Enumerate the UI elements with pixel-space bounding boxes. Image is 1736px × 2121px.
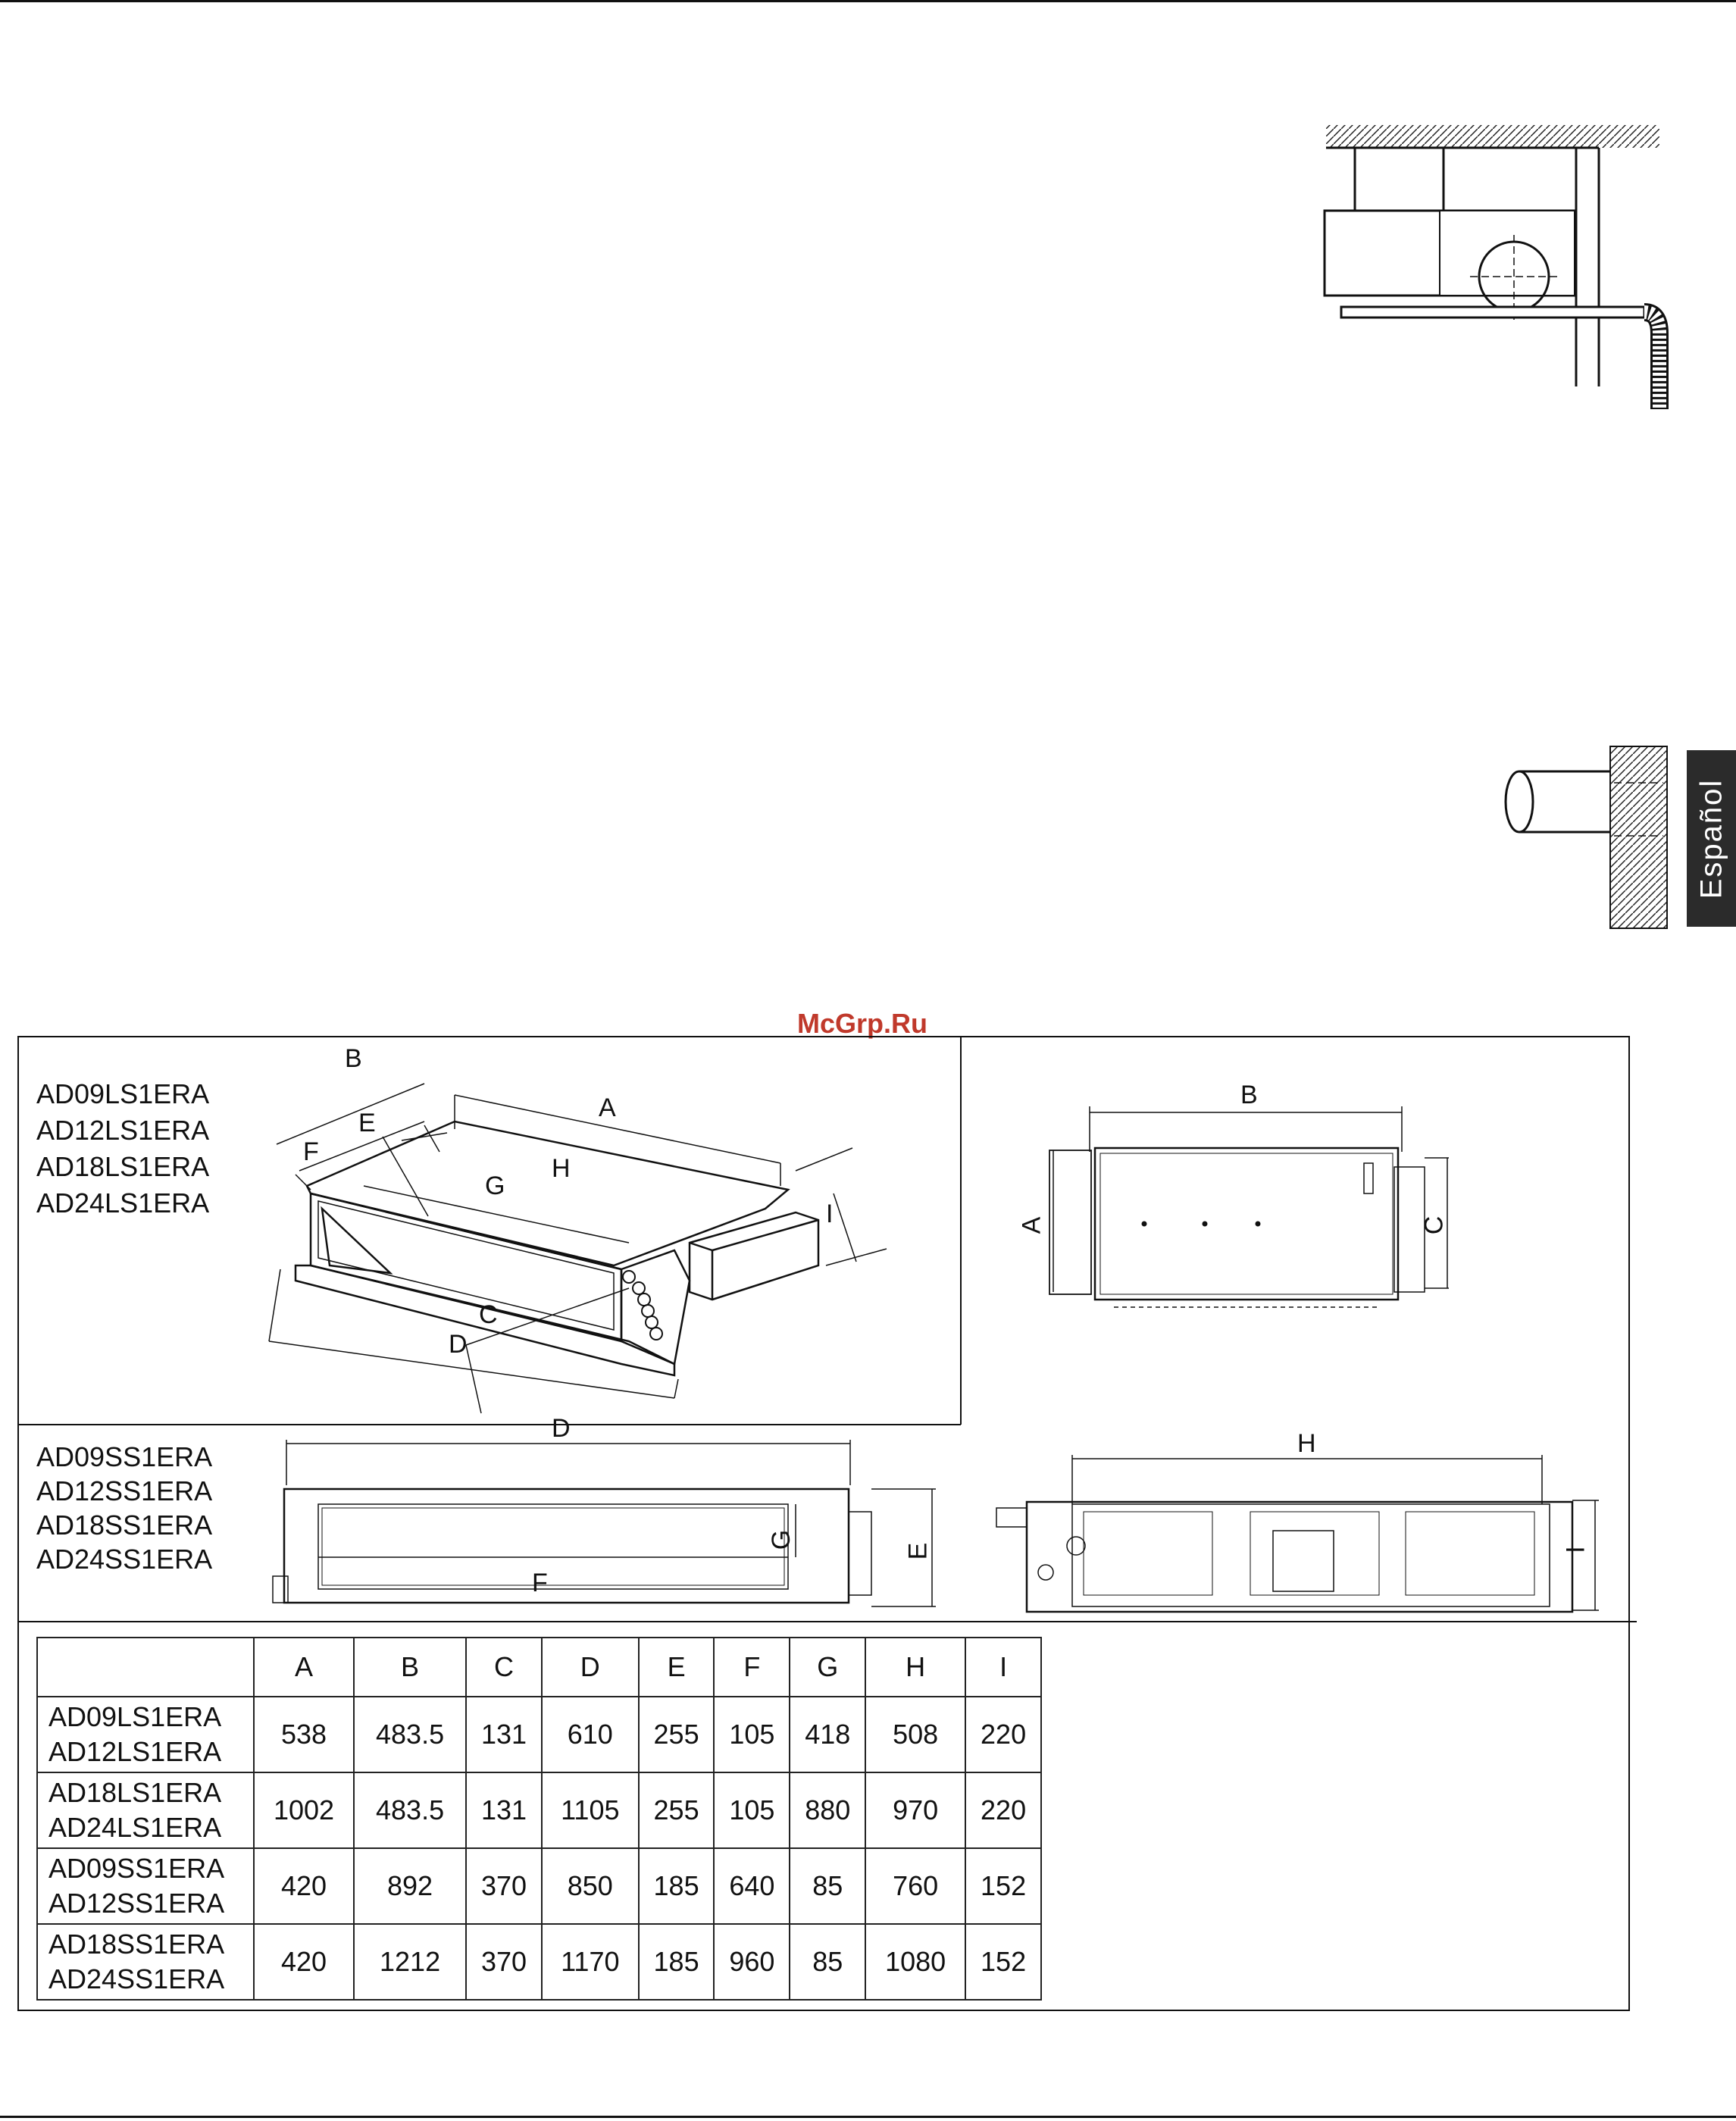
top-view-label-c: C (1419, 1215, 1449, 1235)
table-model-cell (37, 1848, 254, 1924)
model-name: AD18SS1ERA (48, 1929, 225, 1960)
table-cell: 1002 (254, 1772, 354, 1848)
table-cell: 105 (714, 1697, 790, 1772)
model-name: AD12SS1ERA (36, 1475, 213, 1506)
table-cell: 418 (790, 1697, 865, 1772)
table-header-row (37, 1638, 1041, 1697)
model-name: AD24SS1ERA (36, 1544, 213, 1575)
table-model-cell (37, 1924, 254, 2000)
table-cell: 850 (542, 1848, 639, 1924)
table-header-cell: C (466, 1638, 542, 1697)
model-name: AD09LS1ERA (48, 1701, 222, 1732)
model-name: AD18SS1ERA (36, 1509, 213, 1541)
table-cell: 220 (965, 1697, 1041, 1772)
table-cell: 1105 (542, 1772, 639, 1848)
table-cell: 185 (639, 1848, 715, 1924)
table-cell: 152 (965, 1848, 1041, 1924)
language-tab-label: Español (1694, 778, 1728, 899)
table-header-cell: E (639, 1638, 715, 1697)
table-row (37, 1697, 1041, 1772)
table-cell: 960 (714, 1924, 790, 2000)
table-cell: 85 (790, 1848, 865, 1924)
dimensions-table (36, 1637, 1042, 2001)
dim-label-e: E (358, 1109, 376, 1137)
top-view-label-a: A (1017, 1216, 1046, 1234)
table-cell: 420 (254, 1924, 354, 2000)
table-header-cell (37, 1638, 254, 1697)
model-name: AD24SS1ERA (48, 1963, 225, 1994)
table-header-cell: B (354, 1638, 466, 1697)
dim-label-c: C (479, 1300, 498, 1329)
table-cell: 970 (865, 1772, 965, 1848)
table-cell: 152 (965, 1924, 1041, 2000)
table-cell: 85 (790, 1924, 865, 2000)
ss-top-view-label-i: I (1561, 1546, 1591, 1553)
table-model-cell (37, 1697, 254, 1772)
ss-side-view-drawing (273, 1428, 955, 1618)
dim-label-d: D (449, 1330, 468, 1359)
table-model-cell (37, 1772, 254, 1848)
ls-isometric-drawing (265, 1038, 909, 1417)
model-name: AD18LS1ERA (36, 1151, 210, 1182)
model-name: AD12LS1ERA (48, 1736, 222, 1767)
table-header-cell: H (865, 1638, 965, 1697)
dim-label-i: I (826, 1200, 834, 1228)
model-name: AD24LS1ERA (48, 1812, 222, 1843)
table-cell: 370 (466, 1924, 542, 2000)
dim-label-b: B (345, 1044, 362, 1073)
table-row (37, 1772, 1041, 1848)
table-cell: 131 (466, 1697, 542, 1772)
table-cell: 640 (714, 1848, 790, 1924)
table-header-cell: F (714, 1638, 790, 1697)
model-name: AD24LS1ERA (36, 1187, 210, 1218)
table-cell: 185 (639, 1924, 715, 2000)
table-cell: 610 (542, 1697, 639, 1772)
side-view-label-f: F (532, 1569, 548, 1597)
table-cell: 1080 (865, 1924, 965, 2000)
model-name: AD09SS1ERA (36, 1441, 213, 1472)
table-cell: 1212 (354, 1924, 466, 2000)
side-view-label-d: D (552, 1414, 571, 1443)
table-cell: 892 (354, 1848, 466, 1924)
watermark: McGrp.Ru (797, 1008, 928, 1039)
dim-label-a: A (599, 1093, 616, 1122)
dim-label-g: G (485, 1172, 505, 1200)
table-cell: 420 (254, 1848, 354, 1924)
table-cell: 255 (639, 1697, 715, 1772)
model-name: AD12LS1ERA (36, 1115, 210, 1146)
table-header-cell: D (542, 1638, 639, 1697)
table-cell: 538 (254, 1697, 354, 1772)
table-cell: 370 (466, 1848, 542, 1924)
table-cell: 880 (790, 1772, 865, 1848)
dim-label-h: H (552, 1154, 571, 1183)
top-view-label-b: B (1240, 1081, 1258, 1109)
table-header-cell: I (965, 1638, 1041, 1697)
model-name: AD12SS1ERA (48, 1888, 225, 1919)
table-cell: 483.5 (354, 1772, 466, 1848)
table-cell: 105 (714, 1772, 790, 1848)
table-row (37, 1848, 1041, 1924)
ls-model-list (36, 1076, 209, 1222)
model-name: AD09SS1ERA (48, 1853, 225, 1884)
side-view-label-e: E (903, 1542, 933, 1560)
ss-top-view-label-h: H (1297, 1429, 1316, 1458)
table-cell: 760 (865, 1848, 965, 1924)
table-cell: 1170 (542, 1924, 639, 2000)
table-cell: 483.5 (354, 1697, 466, 1772)
table-cell: 220 (965, 1772, 1041, 1848)
table-header-cell: A (254, 1638, 354, 1697)
table-row (37, 1924, 1041, 2000)
dim-label-f: F (303, 1137, 319, 1166)
table-cell: 255 (639, 1772, 715, 1848)
table-header-cell: G (790, 1638, 865, 1697)
model-name: AD09LS1ERA (36, 1078, 210, 1109)
side-view-label-g: G (767, 1529, 796, 1550)
table-cell: 131 (466, 1772, 542, 1848)
model-name: AD18LS1ERA (48, 1777, 222, 1808)
ss-top-view-drawing (989, 1447, 1610, 1618)
ss-model-list (36, 1440, 212, 1576)
table-cell: 508 (865, 1697, 965, 1772)
